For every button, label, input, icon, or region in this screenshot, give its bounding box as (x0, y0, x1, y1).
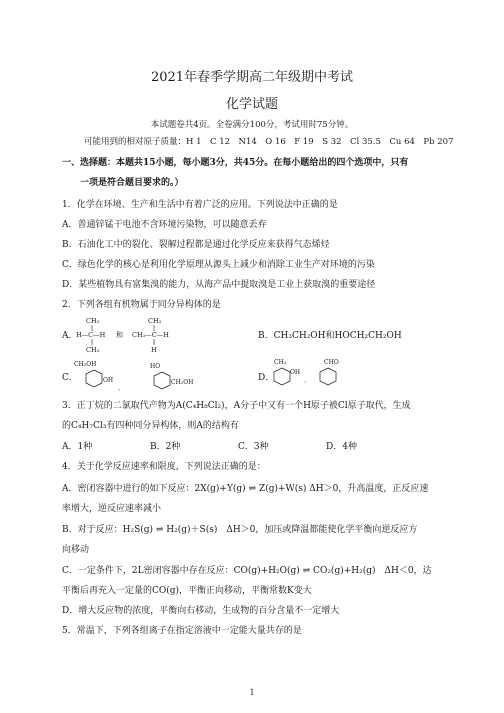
q4-option-b-cont: 向移动 (62, 545, 90, 555)
q3-stem-cont: 的C₄H₇Cl₃有四种同分异构体，则A的结构有 (62, 421, 239, 431)
section-heading-cont: 一项是符合题目要求的。） (80, 178, 184, 188)
q1-option-b: B．石油化工中的裂化、裂解过程都是通过化学反应来获得气态烯烃 (62, 240, 330, 250)
q2-option-b: B．CH₃CH₂OH和HOCH₂CH₂OH (258, 331, 402, 341)
q3-stem: 3．正丁烷的二氯取代产物为A(C₄H₈Cl₂)，A分子中又有一个H原子被Cl原子取代，生成 (62, 401, 411, 411)
q2-option-c-label: C． (62, 373, 78, 383)
svg-text:、: 、 (304, 377, 311, 384)
svg-text:CH₃: CH₃ (274, 359, 287, 366)
svg-text:、: 、 (118, 385, 125, 392)
q1-option-d: D．某些植物具有富集溴的能力，从海产品中提取溴是工业上获取溴的重要途径 (62, 280, 376, 290)
svg-text:CH₂OH: CH₂OH (171, 379, 194, 386)
q4-option-d: D．增大反应物的浓度，平衡向右移动，生成物的百分含量不一定增大 (62, 606, 340, 616)
subject-title: 化学试题 (225, 97, 278, 112)
q2-option-d-label: D． (258, 373, 275, 383)
q4-stem: 4．关于化学反应速率和限度，下列说法正确的是： (62, 462, 266, 472)
svg-text:CH₃: CH₃ (148, 317, 162, 325)
svg-text:CH₃: CH₃ (86, 317, 100, 325)
svg-text:CH₃—C—H: CH₃—C—H (132, 331, 169, 339)
q1-option-a: A．普通锌锰干电池不含环境污染物，可以随意丢弃 (62, 220, 267, 230)
svg-text:HO: HO (150, 363, 161, 370)
exam-info: 本试题卷共4页。全卷满分100分，考试用时75分钟。 (150, 120, 354, 130)
q2-stem: 2．下列各组有机物属于同分异构体的是 (62, 300, 221, 310)
q4-option-b: B．对于反应：H₂S(g) ⇌ H₂(g)＋S(s) ΔH＞0，加压或降温都能使化学平衡向逆反应方 (62, 525, 418, 535)
q3-option-b: B．2种 (150, 442, 181, 452)
svg-text:CH₃: CH₃ (86, 346, 100, 354)
section-heading: 一、选择题：本题共15小题，每小题3分，共45分。在每小题给出的四个选项中，只有 (62, 158, 409, 168)
svg-text:H: H (151, 346, 157, 354)
svg-text:OH: OH (103, 377, 114, 384)
svg-text:和: 和 (116, 331, 123, 339)
page-number: 1 (249, 688, 255, 697)
q4-option-a: A．密闭容器中进行的如下反应：2X(g)+Y(g) ⇌ Z(g)+W(s) ΔH＞0，升高温度，正反应速 (62, 484, 429, 494)
svg-text:OH: OH (290, 369, 301, 376)
svg-text:CHO: CHO (324, 359, 339, 366)
svg-text:H—C—H: H—C—H (76, 331, 106, 339)
q3-options (62, 441, 357, 453)
svg-text:CH₂OH: CH₂OH (74, 361, 97, 368)
q2-option-d-structures (268, 356, 368, 390)
q3-option-d: D．4种 (326, 442, 357, 452)
page-title: 2021年春季学期高二年级期中考试 (150, 70, 354, 85)
q5-stem: 5．常温下，下列各组离子在指定溶液中一定能大量共存的是 (62, 626, 302, 636)
q2-option-a-label: A． (62, 331, 78, 341)
atomic-masses: 可能用到的相对原子质量：H 1 C 12 N14 O 16 F 19 S 32 Cl 35.5 Cu 64 Pb 207 (84, 137, 454, 147)
q1-stem: 1．化学在环境、生产和生活中有着广泛的应用。下列说法中正确的是 (62, 200, 338, 210)
q2-option-a-structures (72, 314, 202, 358)
q3-option-a: A．1种 (62, 442, 93, 452)
q4-option-a-cont: 率增大，逆反应速率减小 (62, 504, 162, 514)
q2-option-c-structures (74, 358, 204, 394)
q3-option-c: C．3种 (238, 442, 269, 452)
q1-option-c: C．绿色化学的核心是利用化学原理从源头上减少和消除工业生产对环境的污染 (62, 260, 375, 270)
q4-option-c-cont: 平衡后再充入一定量的CO(g)，平衡正向移动，平衡常数K变大 (62, 586, 312, 596)
q4-option-c: C．一定条件下，2L密闭容器中存在反应：CO(g)+H₂O(g) ⇌ CO₂(g)+H₂(g) ΔH＜0，达 (62, 566, 432, 576)
